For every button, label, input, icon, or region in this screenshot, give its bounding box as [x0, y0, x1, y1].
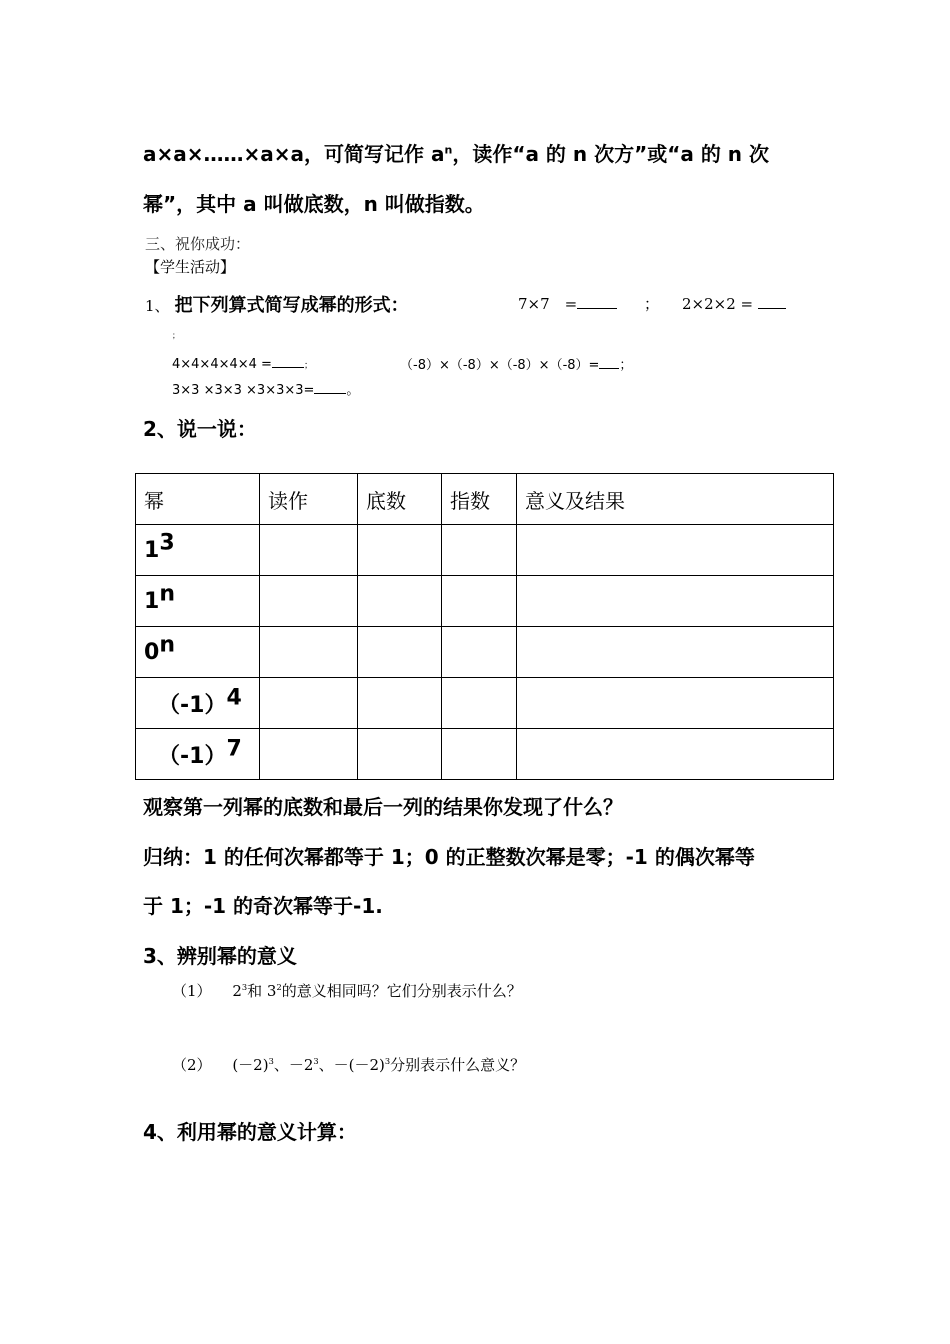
table-header: 底数	[358, 474, 442, 525]
table-header: 读作	[260, 474, 358, 525]
base-cell[interactable]	[358, 627, 442, 678]
reading-cell[interactable]	[260, 678, 358, 729]
table-header: 意义及结果	[517, 474, 834, 525]
q1-item-4-end: ；	[619, 358, 633, 373]
power-exponent: n	[159, 580, 175, 606]
q2-title: 2、说一说：	[143, 417, 257, 441]
exponent-cell[interactable]	[442, 678, 517, 729]
power-base: 1	[144, 588, 160, 614]
meaning-cell[interactable]	[517, 525, 834, 576]
power-cell	[136, 627, 260, 678]
q1-trail-mark: ；	[172, 331, 180, 340]
q1-line	[145, 291, 409, 317]
table-row	[136, 729, 834, 780]
q1-item-2-text: 2×2×2 =	[682, 295, 754, 313]
intro-line-1	[143, 138, 769, 167]
power-base: （-1）	[158, 743, 227, 769]
power-exponent: 4	[226, 684, 242, 710]
power-cell	[136, 576, 260, 627]
table-row	[136, 576, 834, 627]
powers-table	[135, 473, 834, 780]
q1-item-4-text: （-8）×（-8）×（-8）×（-8）=	[400, 358, 600, 373]
q1-item-5-end: 。	[346, 383, 360, 398]
power-cell	[136, 525, 260, 576]
intro-text-b: ，读作“a 的 n 次方”或“a 的 n 次	[452, 142, 770, 166]
intro-superscript: n	[444, 143, 453, 157]
q3-item-1-mid: 和 3	[247, 982, 277, 1000]
base-cell[interactable]	[358, 729, 442, 780]
table-header: 幂	[136, 474, 260, 525]
base-cell[interactable]	[358, 678, 442, 729]
q1-item-4	[400, 354, 632, 373]
power-cell	[136, 678, 260, 729]
table-header: 指数	[442, 474, 517, 525]
q3-item-2-b: 、－2	[273, 1056, 314, 1074]
exponent-cell[interactable]	[442, 525, 517, 576]
q1-item-1-blank[interactable]	[577, 293, 617, 309]
q3-item-2-exp1: 3	[268, 1056, 274, 1066]
q1-item-1-text: 7×7 =	[518, 295, 578, 313]
base-cell[interactable]	[358, 525, 442, 576]
q3-item-2-a: (－2)	[232, 1056, 269, 1074]
intro-line-2: 幂”，其中 a 叫做底数，n 叫做指数。	[143, 192, 485, 216]
table-row	[136, 627, 834, 678]
meaning-cell[interactable]	[517, 627, 834, 678]
q1-number: 1、	[145, 297, 170, 315]
q3-item-2-exp2: 3	[313, 1056, 319, 1066]
power-exponent: 3	[159, 529, 175, 555]
table-row	[136, 678, 834, 729]
power-exponent: 7	[226, 735, 242, 761]
q1-item-5-blank[interactable]	[314, 380, 346, 394]
table-header-row	[136, 474, 834, 525]
q3-item-1-base1: 2	[232, 982, 242, 1000]
power-cell	[136, 729, 260, 780]
meaning-cell[interactable]	[517, 576, 834, 627]
q3-item-2-exp3: 3	[384, 1056, 391, 1066]
q1-item-1	[518, 293, 617, 314]
table-row	[136, 525, 834, 576]
reading-cell[interactable]	[260, 525, 358, 576]
summary-line-1: 归纳：1 的任何次幂都等于 1；0 的正整数次幂是零；-1 的偶次幂等	[143, 845, 755, 869]
q3-item-1-end: 的意义相同吗？它们分别表示什么？	[281, 982, 522, 1000]
q4-title: 4、利用幂的意义计算：	[143, 1120, 357, 1144]
reading-cell[interactable]	[260, 627, 358, 678]
power-base: （-1）	[158, 692, 227, 718]
exponent-cell[interactable]	[442, 576, 517, 627]
q3-item-2-c: 、－(－2)	[318, 1056, 385, 1074]
q3-item-1-label: （1）	[172, 982, 212, 1000]
q3-item-2-end: 分别表示什么意义？	[390, 1056, 526, 1074]
q1-item-3-text: 4×4×4×4×4 =	[172, 357, 272, 372]
q3-title: 3、辨别幂的意义	[143, 944, 297, 968]
exponent-cell[interactable]	[442, 729, 517, 780]
reading-cell[interactable]	[260, 576, 358, 627]
base-cell[interactable]	[358, 576, 442, 627]
q1-item-5	[172, 379, 359, 398]
intro-text-a: a×a×……×a×a，可简写记作 a	[143, 142, 445, 166]
q1-item-4-blank[interactable]	[599, 355, 619, 369]
q3-item-1-exp2: 2	[276, 982, 282, 992]
q1-item-3	[172, 354, 313, 372]
meaning-cell[interactable]	[517, 729, 834, 780]
activity-label: 【学生活动】	[145, 258, 236, 276]
q1-prompt: 把下列算式简写成幂的形式：	[174, 295, 409, 316]
q1-item-2-blank[interactable]	[758, 293, 786, 309]
q1-item-5-text: 3×3 ×3×3 ×3×3×3=	[172, 383, 315, 398]
q3-item-1	[172, 980, 522, 1001]
meaning-cell[interactable]	[517, 678, 834, 729]
q3-item-1-exp1: 3	[241, 982, 248, 992]
summary-line-2: 于 1；-1 的奇次幂等于-1.	[143, 894, 383, 918]
exponent-cell[interactable]	[442, 627, 517, 678]
section-title: 三、祝你成功：	[145, 235, 251, 253]
q3-item-2	[172, 1054, 525, 1075]
q1-item-3-end: ；	[303, 361, 313, 371]
power-exponent: n	[159, 631, 175, 657]
q1-separator: ；	[644, 295, 660, 313]
power-base: 1	[144, 537, 160, 563]
q1-item-3-blank[interactable]	[272, 354, 304, 368]
power-base: 0	[144, 639, 160, 665]
reading-cell[interactable]	[260, 729, 358, 780]
observe-question: 观察第一列幂的底数和最后一列的结果你发现了什么？	[143, 795, 623, 819]
q3-item-2-label: （2）	[172, 1056, 212, 1074]
q1-item-2	[682, 293, 786, 313]
